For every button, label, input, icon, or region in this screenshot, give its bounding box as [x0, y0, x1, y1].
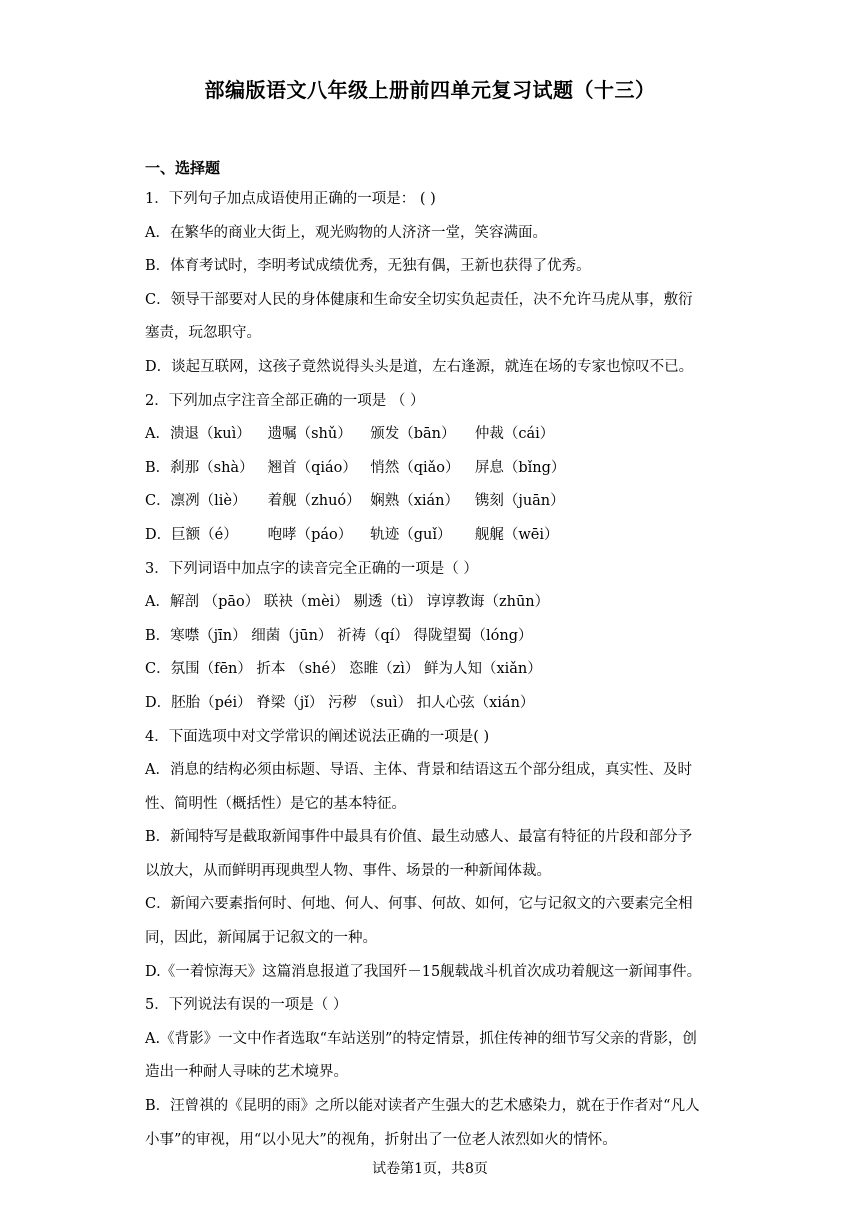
q4-option-a-line1: A．消息的结构必须由标题、导语、主体、背景和结语这五个部分组成，真实性、及时 — [145, 762, 692, 779]
q3-option-d: D．胚胎（péi） 脊梁（jǐ） 污秽 （suì） 扣人心弦（xián） — [145, 694, 535, 711]
q2-stem: 2．下列加点字注音全部正确的一项是 （ ） — [145, 392, 425, 409]
q1-option-c-line2: 塞责，玩忽职守。 — [145, 325, 261, 342]
page-footer: 试卷第1页，共8页 — [372, 1161, 488, 1177]
q2-a-item: A．溃退（kuì） — [145, 426, 251, 443]
q4-stem: 4．下面选项中对文学常识的阐述说法正确的一项是( ) — [145, 728, 490, 745]
q2-a-item: 遗嘱（shǔ） — [267, 426, 352, 443]
q2-option-c — [145, 485, 720, 519]
q5-option-b-line1: B．汪曾祺的《昆明的雨》之所以能对读者产生强大的艺术感染力，就在于作者对“凡人 — [145, 1098, 700, 1115]
q2-b-item: B．刹那（shà） — [145, 459, 254, 476]
q5-stem: 5．下列说法有误的一项是（ ） — [145, 997, 348, 1014]
q2-d-item: 咆哮（páo） — [267, 526, 353, 543]
q2-c-item: 镌刻（juān） — [474, 493, 565, 510]
q2-option-b — [145, 452, 720, 486]
q1-stem: 1．下列句子加点成语使用正确的一项是： ( ) — [145, 191, 436, 207]
q3-stem: 3．下列词语中加点字的读音完全正确的一项是（ ） — [145, 560, 478, 577]
q2-a-item: 仲裁（cái） — [474, 426, 555, 443]
question-list — [145, 183, 720, 1157]
q5-option-a-line2: 造出一种耐人寻味的艺术境界。 — [145, 1064, 348, 1081]
q2-option-a — [145, 418, 720, 452]
q3-option-b: B．寒噤（jīn） 细菌（jūn） 祈祷（qí） 得陇望蜀（lóng） — [145, 627, 533, 644]
q4-option-c-line1: C．新闻六要素指何时、何地、何人、何事、何故、如何，它与记叙文的六要素完全相 — [145, 896, 693, 913]
q1-option-b: B．体育考试时，李明考试成绩优秀，无独有偶，王新也获得了优秀。 — [145, 258, 591, 275]
q5-option-b-line2: 小事”的审视，用“以小见大”的视角，折射出了一位老人浓烈如火的情怀。 — [145, 1131, 617, 1148]
q4-option-b-line1: B．新闻特写是截取新闻事件中最具有价值、最生动感人、最富有特征的片段和部分予 — [145, 829, 693, 846]
q2-d-item: D．巨额（é） — [145, 526, 238, 543]
q2-d-item: 舰艉（wēi） — [474, 526, 559, 543]
q1-option-a: A．在繁华的商业大街上，观光购物的人济济一堂，笑容满面。 — [145, 224, 547, 241]
q1-option-d: D．谈起互联网，这孩子竟然说得头头是道，左右逢源，就连在场的专家也惊叹不已。 — [145, 358, 694, 375]
q2-b-item: 悄然（qiǎo） — [370, 459, 460, 476]
q2-c-item: C．凛冽（liè） — [145, 493, 247, 510]
q2-b-item: 翘首（qiáo） — [267, 459, 357, 476]
q1-option-c-line1: C．领导干部要对人民的身体健康和生命安全切实负起责任，决不允许马虎从事，敷衍 — [145, 291, 693, 308]
q5-option-a-line1: A.《背影》一文中作者选取“车站送别”的特定情景，抓住传神的细节写父亲的背影，创 — [145, 1030, 697, 1047]
q4-option-a-line2: 性、简明性（概括性）是它的基本特征。 — [145, 795, 406, 812]
q2-b-item: 屏息（bǐng） — [474, 459, 566, 476]
q2-a-item: 颁发（bān） — [370, 426, 456, 443]
q2-d-item: 轨迹（guǐ） — [370, 526, 452, 543]
q4-option-c-line2: 同，因此，新闻属于记叙文的一种。 — [145, 930, 377, 947]
q2-c-item: 娴熟（xián） — [370, 493, 460, 510]
q2-option-d — [145, 519, 720, 553]
section-heading: 一、选择题 — [145, 159, 221, 177]
q3-option-c: C．氛围（fēn） 折本 （shé） 恣睢（zì） 鲜为人知（xiǎn） — [145, 661, 542, 678]
page-title: 部编版语文八年级上册前四单元复习试题（十三） — [204, 78, 656, 102]
q2-c-item: 着舰（zhuó） — [267, 493, 361, 510]
q4-option-b-line2: 以放大，从而鲜明再现典型人物、事件、场景的一种新闻体裁。 — [145, 862, 551, 879]
q4-option-d: D.《一着惊海天》这篇消息报道了我国歼－15舰载战斗机首次成功着舰这一新闻事件。 — [145, 963, 702, 980]
q3-option-a: A．解剖 （pāo） 联袂（mèi） 剔透（tì） 谆谆教诲（zhūn） — [145, 594, 550, 611]
